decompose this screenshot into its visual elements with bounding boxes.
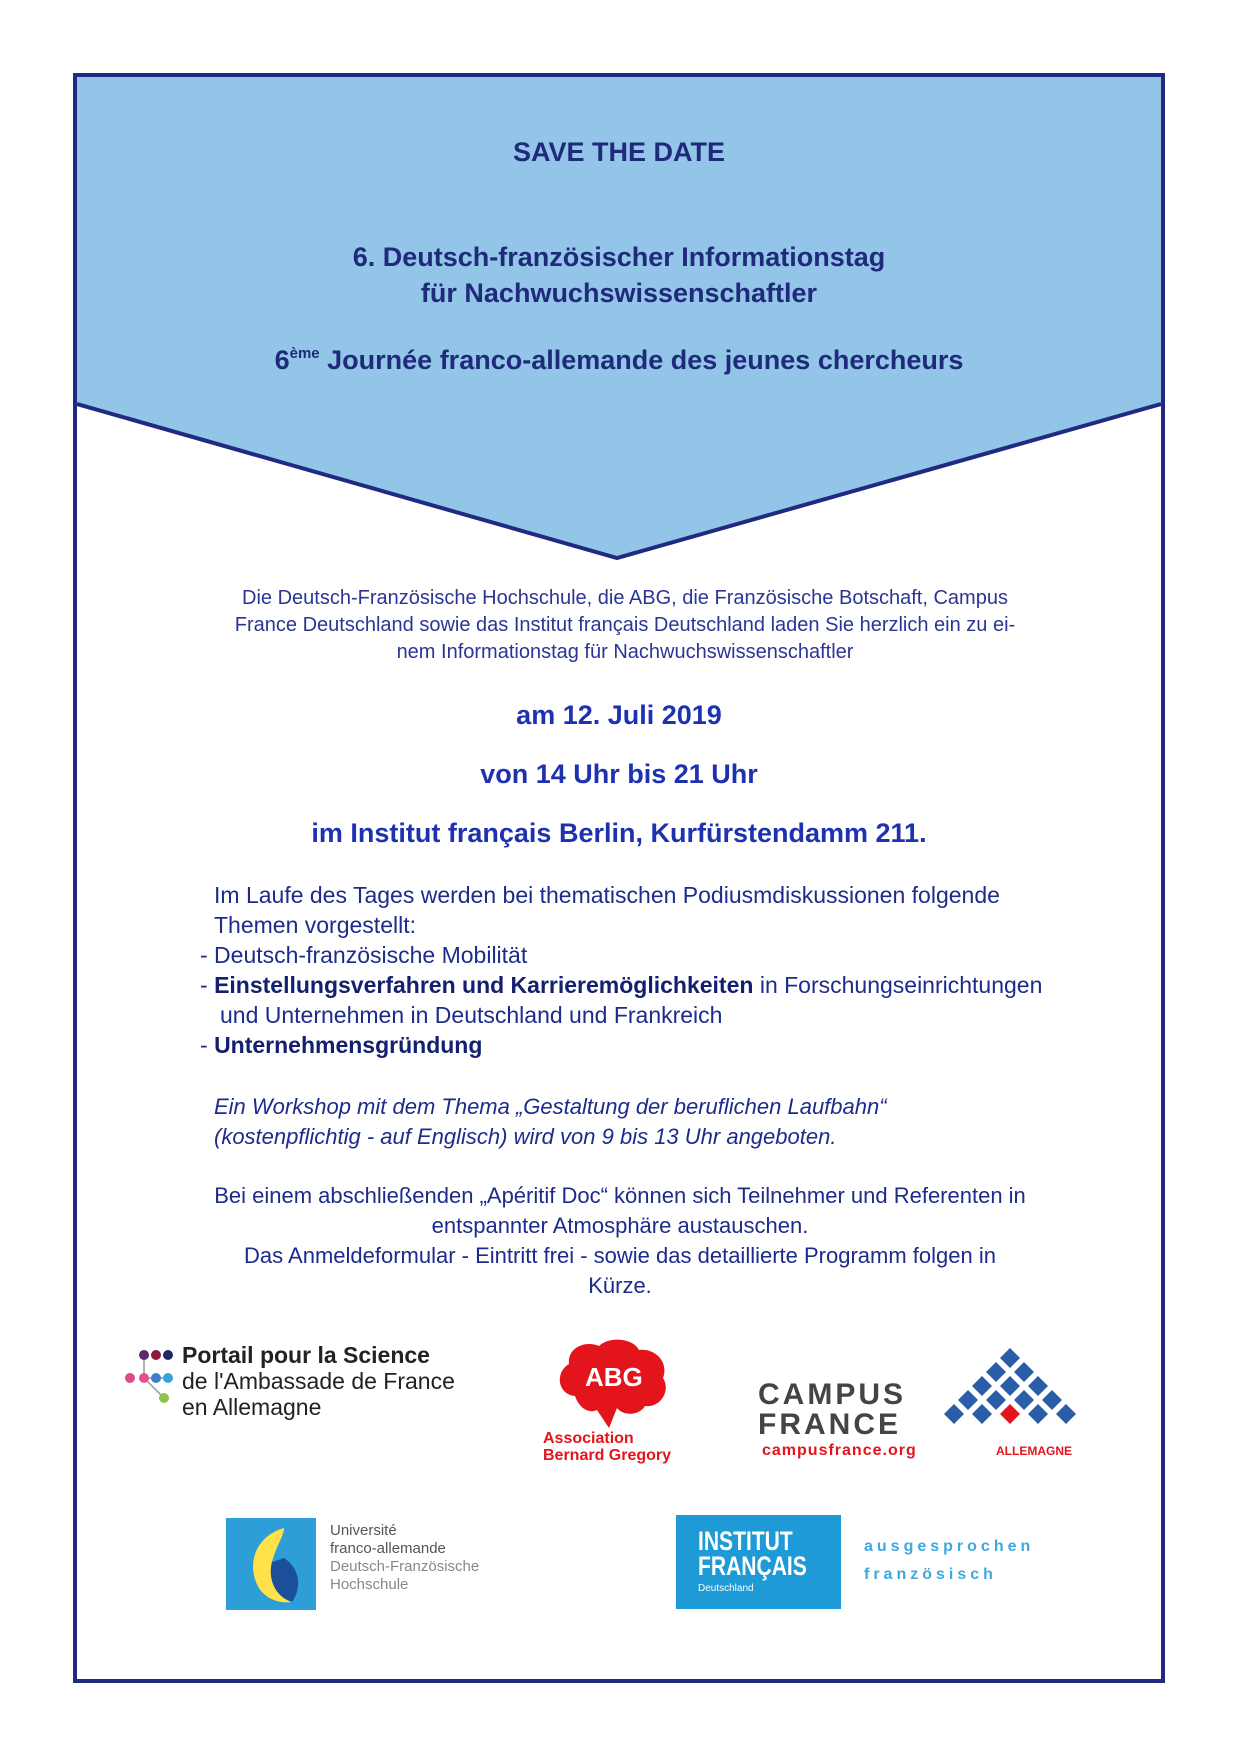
closing-line: Bei einem abschließenden „Apéritif Doc“ können sich Teilnehmer und Referenten in — [214, 1183, 1026, 1208]
campus-france-logo — [758, 1350, 1098, 1460]
closing-line: Das Anmeldeformular - Eintritt frei - sowie das detaillierte Programm folgen in — [244, 1243, 996, 1268]
ufa-line1: Université — [330, 1522, 397, 1539]
topic-bullet: - — [200, 972, 215, 998]
topic-bold: Einstellungsverfahren und Karrieremöglichkeiten — [214, 972, 754, 998]
portail-line3: en Allemagne — [182, 1394, 322, 1420]
title-french-superscript: ème — [289, 345, 320, 362]
topic-bold: Unternehmensgründung — [214, 1032, 483, 1058]
ufa-logo — [226, 1518, 526, 1610]
institut-tagline2: französisch — [864, 1566, 997, 1583]
institut-line1: INSTITUT — [698, 1526, 793, 1556]
save-the-date: SAVE THE DATE — [512, 137, 726, 167]
topics-intro: Im Laufe des Tages werden bei thematischen Podiusmdiskussionen folgende — [214, 882, 1000, 908]
topic-bullet: - — [200, 1032, 215, 1058]
institut-francais-logo — [676, 1515, 1066, 1610]
institut-tagline1: ausgesprochen — [864, 1538, 1035, 1555]
event-date: am 12. Juli 2019 — [516, 700, 722, 730]
ufa-line2: franco-allemande — [330, 1540, 446, 1557]
abg-line1: Association — [543, 1430, 634, 1447]
workshop-line: (kostenpflichtig - auf Englisch) wird von 9 bis 13 Uhr angeboten. — [214, 1124, 837, 1149]
intro-paragraph — [170, 585, 1080, 666]
topic-text: in Forschungseinrichtungen — [753, 972, 1043, 998]
title-german — [77, 239, 1161, 311]
campus-tag: ALLEMAGNE — [996, 1444, 1072, 1458]
institut-line3: Deutschland — [698, 1583, 754, 1594]
institut-badge — [676, 1515, 841, 1609]
closing-line: Kürze. — [588, 1273, 652, 1298]
topic-item — [200, 970, 1100, 1000]
topic-item: - Deutsch-französische Mobilität — [200, 942, 528, 968]
abg-badge: ABG — [585, 1362, 643, 1392]
topic-item-continuation: und Unternehmen in Deutschland und Frankreich — [220, 1002, 723, 1028]
ufa-emblem-icon — [226, 1518, 316, 1610]
institut-line2: FRANÇAIS — [698, 1551, 807, 1581]
intro-line: France Deutschland sowie das Institut français Deutschland laden Sie herzlich ein zu ei- — [234, 614, 1016, 636]
event-location: im Institut français Berlin, Kurfürstendamm 211. — [311, 818, 927, 848]
title-german-line1: 6. Deutsch-französischer Informationstag — [352, 242, 886, 272]
title-french-number: 6 — [274, 345, 290, 375]
molecule-icon — [122, 1340, 182, 1420]
abg-logo — [543, 1336, 713, 1466]
ufa-line4: Hochschule — [330, 1576, 409, 1593]
portail-line2: de l'Ambassade de France — [182, 1368, 455, 1394]
campus-url: campusfrance.org — [762, 1442, 917, 1459]
portail-line1: Portail pour la Science — [182, 1342, 430, 1368]
campus-line1: CAMPUS — [758, 1378, 907, 1411]
topics-list — [200, 880, 1100, 1060]
closing-paragraph — [150, 1181, 1090, 1301]
title-french-text: Journée franco-allemande des jeunes chercheurs — [319, 345, 964, 375]
campus-line2: FRANCE — [758, 1408, 901, 1441]
workshop-note — [214, 1092, 1114, 1152]
topic-item — [200, 1030, 1100, 1060]
closing-line: entspannter Atmosphäre austauschen. — [431, 1213, 809, 1238]
ufa-line3: Deutsch-Französische — [330, 1558, 480, 1575]
abg-line2: Bernard Gregory — [543, 1447, 672, 1464]
intro-line: nem Informationstag für Nachwuchswissenschaftler — [396, 641, 854, 663]
workshop-line: Ein Workshop mit dem Thema „Gestaltung der beruflichen Laufbahn“ — [214, 1094, 887, 1119]
portail-science-logo — [122, 1340, 470, 1420]
event-time: von 14 Uhr bis 21 Uhr — [480, 759, 758, 789]
title-german-line2: für Nachwuchswissenschaftler — [420, 278, 818, 308]
title-french — [77, 345, 1161, 376]
pyramid-icon — [920, 1342, 1100, 1442]
topics-intro: Themen vorgestellt: — [214, 912, 416, 938]
intro-line: Die Deutsch-Französische Hochschule, die ABG, die Französische Botschaft, Campus — [242, 587, 1008, 609]
